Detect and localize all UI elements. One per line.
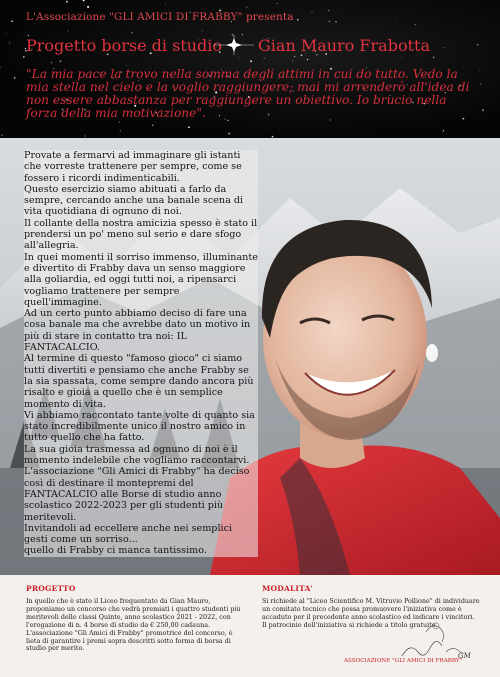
star-dot: [477, 44, 478, 45]
star-dot: [309, 13, 310, 14]
star-dot: [23, 56, 25, 58]
story-paragraph: Il collante della nostra amicizia spesso è stato il prendersi un po' meno sul serio e dare sfogo all'allegria.: [24, 217, 258, 252]
star-dot: [1, 134, 3, 136]
star-dot: [87, 6, 89, 8]
star-dot: [443, 130, 444, 131]
star-dot: [329, 20, 331, 22]
star-dot: [9, 42, 11, 44]
story-paragraph: In quei momenti il sorriso immenso, illuminante e divertito di Frabby dava un senso maggiore alla goliardia, ed oggi tutti noi, a ripensarci vogliamo trattenere per sempre quell'immagine.: [24, 251, 258, 308]
star-dot: [482, 109, 484, 111]
star-dot: [294, 56, 295, 57]
star-dot: [297, 19, 299, 21]
story-paragraph: Ad un certo punto abbiamo deciso di fare una cosa banale ma che avrebbe dato un motivo in più di stare in contatto tra noi: IL FANTACALCIO.: [24, 308, 251, 354]
star-dot: [11, 20, 13, 22]
star-dot: [479, 71, 480, 72]
star-dot: [246, 7, 247, 8]
star-dot: [277, 3, 278, 4]
star-dot: [165, 3, 166, 4]
star-dot: [433, 57, 434, 58]
progetto-heading: PROGETTO: [26, 584, 76, 593]
star-dot: [85, 135, 86, 136]
star-dot: [202, 30, 203, 31]
star-dot: [311, 11, 312, 12]
star-dot: [0, 67, 1, 68]
star-dot: [395, 18, 396, 19]
story-text-block: [24, 150, 258, 557]
person-name: Gian Mauro Frabotta: [258, 36, 430, 55]
story-paragraph: Al termine di questo "famoso gioco" ci siamo tutti divertiti e pensiamo che anche Frabby se la sia spassata, come sempre dando ancora più risalto e gioia a quello che è un semplice momento di vita.: [24, 353, 254, 410]
star-dot: [14, 77, 16, 79]
header-banner: [0, 0, 500, 138]
star-dot: [264, 58, 265, 59]
star-dot: [480, 84, 481, 85]
footer-association-name: ASSOCIAZIONE "GLI AMICI DI FRABBY": [344, 658, 463, 664]
modalita-heading: MODALITA': [262, 584, 314, 593]
star-dot: [250, 60, 252, 62]
star-dot: [444, 47, 445, 48]
star-dot: [264, 130, 265, 131]
star-dot: [131, 32, 133, 34]
progetto-text: In quello che è stato il Liceo frequentato da Gian Mauro, proponiamo un concorso che vedrà premiati i quattro studenti più meritevoli delle classi Quinte, anno scolastico 2021 - 2022, con l'erogazione di n. 4 borse di studio da € 250,00 cadauna. L'associazione "Gli Amici di Frabby" promotrice del concorso, è lieta di garantire i premi sopra descritti sotto forma di borsa di studio per merito.: [26, 597, 241, 653]
star-dot: [51, 62, 53, 64]
star-dot: [6, 34, 7, 35]
star-dot: [133, 132, 134, 133]
story-paragraph: Invitandoli ad eccellere anche nei semplici gesti come un sorriso...: [24, 522, 233, 546]
story-paragraph: Questo esercizio siamo abituati a farlo da sempre, cercando anche una banale scena di vita quotidiana di ognuno di noi.: [24, 183, 244, 218]
story-paragraph: La sua gioia trasmessa ad ognuno di noi è il momento indelebile che vogliamo raccontarvi.: [24, 443, 250, 467]
story-paragraph: quello di Frabby ci manca tantissimo.: [24, 545, 207, 557]
star-dot: [84, 5, 85, 6]
star-dot: [415, 24, 416, 25]
star-dot: [126, 65, 127, 66]
star-dot: [335, 21, 337, 23]
sparkle-star-icon: [214, 33, 254, 57]
star-dot: [188, 126, 190, 128]
star-dot: [66, 1, 68, 3]
association-presents-line: L'Associazione "GLI AMICI DI FRABBY" presenta: [26, 11, 294, 23]
story-paragraph: Vi abbiamo raccontato tante volte di quanto sia stato incredibilmente unico il nostro amico in tutto quello che ha fatto.: [24, 409, 255, 444]
star-dot: [401, 57, 402, 58]
project-title: Progetto borse di studio: [26, 36, 223, 55]
star-dot: [120, 130, 121, 131]
modalita-text: Si richiede al "Liceo Scientifico M. Vitruvio Pollione" di individuare un comitato tecnico che possa promuovere l'iniziativa come è accaduto per il precedente anno scolastico ed indicare i vincitori. Il patrocinio dell'iniziativa si richiede a titolo gratuito.: [262, 597, 480, 629]
star-dot: [293, 61, 294, 62]
story-paragraph: L'associazione "Gli Amici di Frabby" ha deciso così di destinare il montepremi del FANTACALCIO alle Borse di studio anno scolastico 2022-2023 per gli studenti più meritevoli.: [24, 466, 250, 523]
story-paragraph: Provate a fermarvi ad immaginare gli istanti che vorreste trattenere per sempre, come se fossero i ricordi indimenticabili.: [24, 150, 242, 184]
motivation-quote: "La mia pace la trovo nella somma degli attimi in cui do tutto. Vedo la mia stella nel cielo e la voglio raggiungere; mai mi arrenderò all'idea di non essere abbastanza per raggiungere un obiettivo. Io brucio nella forza della mia motivazione".: [26, 67, 470, 120]
star-dot: [38, 121, 39, 122]
star-dot: [67, 30, 68, 31]
star-dot: [228, 132, 230, 134]
star-dot: [83, 0, 85, 1]
star-dot: [119, 121, 120, 122]
star-dot: [328, 10, 329, 11]
star-dot: [307, 59, 308, 60]
star-dot: [152, 125, 154, 127]
hero-photo-section: [0, 138, 500, 575]
star-dot: [327, 1, 328, 2]
star-dot: [59, 60, 61, 62]
signature-initials: GM: [458, 652, 471, 660]
